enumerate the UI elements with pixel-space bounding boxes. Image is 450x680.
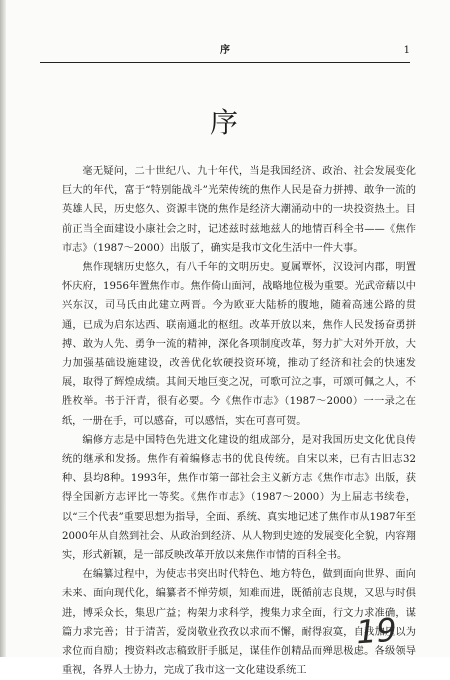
body-text	[62, 162, 416, 680]
paragraph: 在编纂过程中，为使志书突出时代特色、地方特色，做到面向世界、面向未来、面向现代化，编纂者不惮劳烦，知难而进，既循前志良规，又思与时俱进，博采众长，集思广益；构架力求科学，搜集力求全面，行文力求准确，谋篇力求完善；甘于清苦，爱岗敬业孜孜以求而不懈，耐得寂寞，自我加压以为求位而自励；搜资料改志稿致肝手胝足，谋佳作创精品而殚思极虑。各级领导重视，各界人士协力，完成了我市这一文化建设系统工	[62, 569, 416, 677]
paragraph: 焦作现辖历史悠久，有八千年的文明历史。夏属覃怀，汉设河内郡，明置怀庆府，1956年置焦作市。焦作倚山面河，战略地位极为重要。光武帝藉以中兴东汉，司马氏由此建立两晋。今为欧亚大陆桥的腹地，随着高速公路的贯通，已成为启东达西、联南通北的枢纽。改革开放以来，焦作人民发扬奋勇拼搏、敢为人先、勇争一流的精神，深化各项制度改革，努力扩大对外开放，大力加强基础设施建设，改善优化软硬投资环境，推动了经济和社会的快速发展，取得了辉煌成绩。其间天地巨变之况，可歌可泣之事，可颂可佩之人，不胜枚举。书于汗青，很有必要。今《焦作市志》（1987～2000）一一录之在纸，一册在手，可以感奋，可以感悟，实在可喜可贺。	[62, 262, 416, 427]
chapter-title: 序	[209, 106, 240, 139]
running-header	[40, 44, 410, 60]
page-number: 1	[403, 45, 410, 56]
header-rule	[40, 62, 410, 63]
handwritten-page-mark: 19	[354, 610, 398, 652]
paragraph: 编修方志是中国特色先进文化建设的组成部分，是对我国历史文化优良传统的继承和发扬。焦作有着编修志书的优良传统。自宋以来，已有古旧志32种、县均8种。1993年，焦作市第一部社会主义新方志《焦作市志》出版，获得全国新方志评比一等奖。《焦作市志》（1987～2000）为上届志书续卷，以“三个代表”重要思想为指导，全面、系统、真实地记述了焦作市从1987年至2000年从自然到社会、从政治到经济、从人物到史迹的发展变化全貌，内容翔实，形式新颖，是一部反映改革开放以来焦作市情的百科全书。	[62, 434, 416, 562]
running-header-title: 序	[220, 45, 230, 56]
page-binding-edge	[0, 0, 6, 657]
paragraph: 毫无疑问，二十世纪八、九十年代，当是我国经济、政治、社会发展变化巨大的年代，富于“特别能战斗”光荣传统的焦作人民是奋力拼搏、敢争一流的英雄人民，历史悠久、资源丰饶的焦作是经济大潮涌动中的一块投资热土。目前正当全面建设小康社会之时，记述兹时兹地兹人的地情百科全书——《焦作市志》（1987～2000）出版了，确实是我市文化生活中一件大事。	[62, 166, 416, 254]
